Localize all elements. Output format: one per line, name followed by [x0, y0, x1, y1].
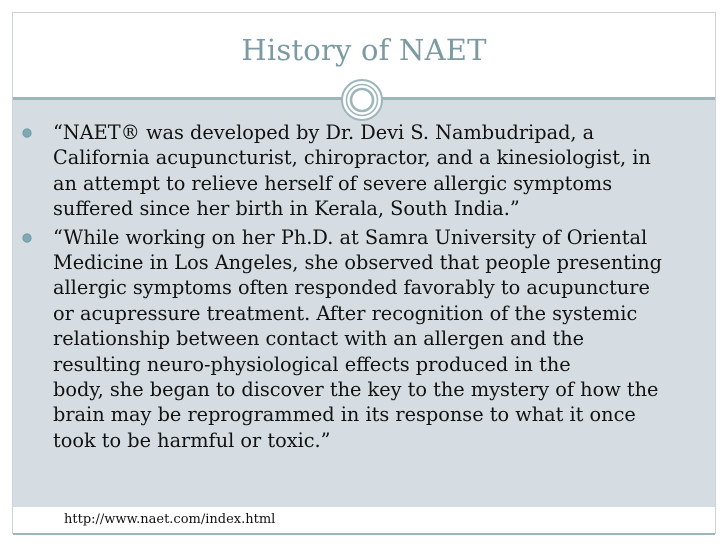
circle-bullet-icon — [22, 128, 32, 138]
bullet-text: “While working on her Ph.D. at Samra University of Oriental Medicine in Los Angeles, she observed that people presenting allergic symptoms often responded favorably to acupuncture or acupressure treatment. After recognition of the systemic relationship between contact with an allergen and the resulting neuro-physiological effects produced in the body, she began to discover the key to the mystery of how the brain may be reprogrammed in its response to what it once took to be harmful or toxic.” — [53, 225, 662, 452]
bullet-text: “NAET® was developed by Dr. Devi S. Nambudripad, a California acupuncturist, chiropractor, and a kinesiologist, in an attempt to relieve herself of severe allergic symptoms suffered since her birth in Kerala, South India.” — [53, 121, 651, 221]
footer-divider — [13, 533, 715, 535]
content-area — [13, 100, 715, 507]
source-link[interactable]: http://www.naet.com/index.html — [64, 512, 276, 527]
circle-bullet-icon — [22, 233, 32, 243]
concentric-circle-ornament-icon — [340, 78, 384, 122]
bullet-item — [13, 120, 703, 222]
slide-title: History of NAET — [241, 33, 487, 67]
bullet-item — [13, 225, 703, 454]
bullet-list — [13, 120, 703, 456]
